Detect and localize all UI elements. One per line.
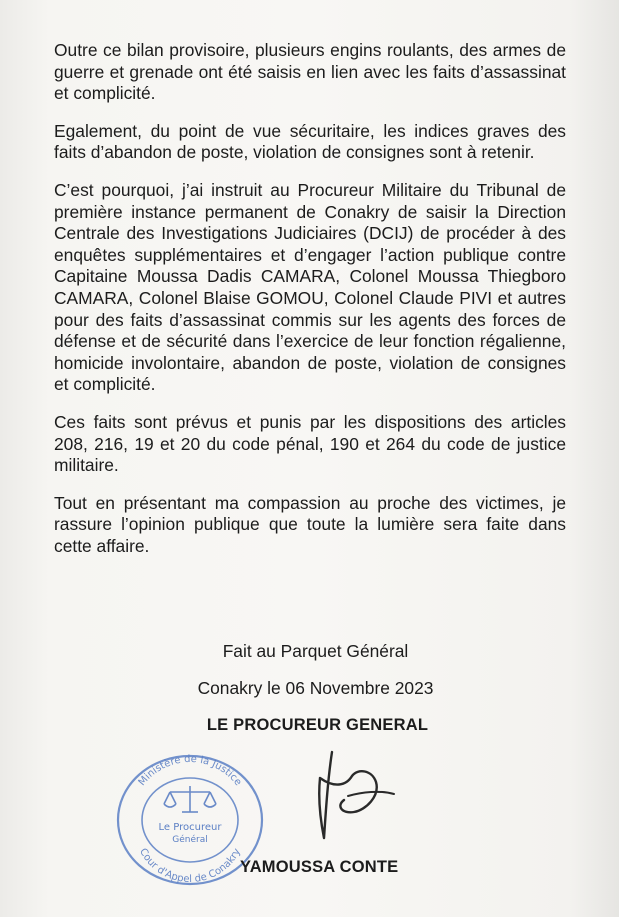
- stamp-center-line2: Général: [172, 835, 208, 845]
- handwritten-signature: [262, 738, 422, 858]
- scales-of-justice-icon: [164, 786, 216, 812]
- closing-place: Fait au Parquet Général: [222, 641, 409, 661]
- signatory-name: YAMOUSSA CONTE: [240, 858, 399, 876]
- letter-body: [54, 40, 566, 573]
- paragraph-seizures: Outre ce bilan provisoire, plusieurs engins roulants, des armes de guerre et grenade ont été saisis en lien avec les faits d’assassinat et complicité.: [54, 40, 566, 104]
- paragraph-legal-basis: Ces faits sont prévus et punis par les dispositions des articles 208, 216, 19 et 20 du code pénal, 190 et 264 du code de justice militaire.: [54, 411, 566, 476]
- stamp-center-line1: Le Procureur: [158, 822, 222, 833]
- svg-text:Cour d'Appel de Conakry: [137, 847, 243, 885]
- paragraph-instruction: C’est pourquoi, j’ai instruit au Procureur Militaire du Tribunal de première instance permanent de Conakry de saisir la Direction Centrale des Investigations Judiciaires (DCIJ) de procéder à des enquêtes supplémentaires et d’engager l’action publique contre Capitaine Moussa Dadis CAMARA, Colonel Moussa Thiegboro CAMARA, Colonel Blaise GOMOU, Colonel Claude PIVI et autres pour des faits d’assassinat commis sur les agents des forces de défense et de sécurité dans l’exercice de leur fonction régalienne, homicide involontaire, abandon de poste, violation de consignes et complicité.: [54, 179, 566, 395]
- paragraph-compassion: Tout en présentant ma compassion au proche des victimes, je rassure l’opinion publique que toute la lumière sera faite dans cette affaire.: [54, 492, 566, 556]
- signatory-title: LE PROCUREUR GENERAL: [206, 716, 429, 734]
- closing-date: Conakry le 06 Novembre 2023: [197, 678, 434, 698]
- stamp-ring-bottom: Cour d'Appel de Conakry: [136, 846, 243, 886]
- svg-text:Ministère de la Justice: [137, 754, 244, 788]
- stamp-ring-top: Ministère de la Justice: [136, 753, 244, 789]
- paragraph-security: Egalement, du point de vue sécuritaire, les indices graves des faits d’abandon de poste, violation de consignes sont à retenir.: [54, 120, 566, 163]
